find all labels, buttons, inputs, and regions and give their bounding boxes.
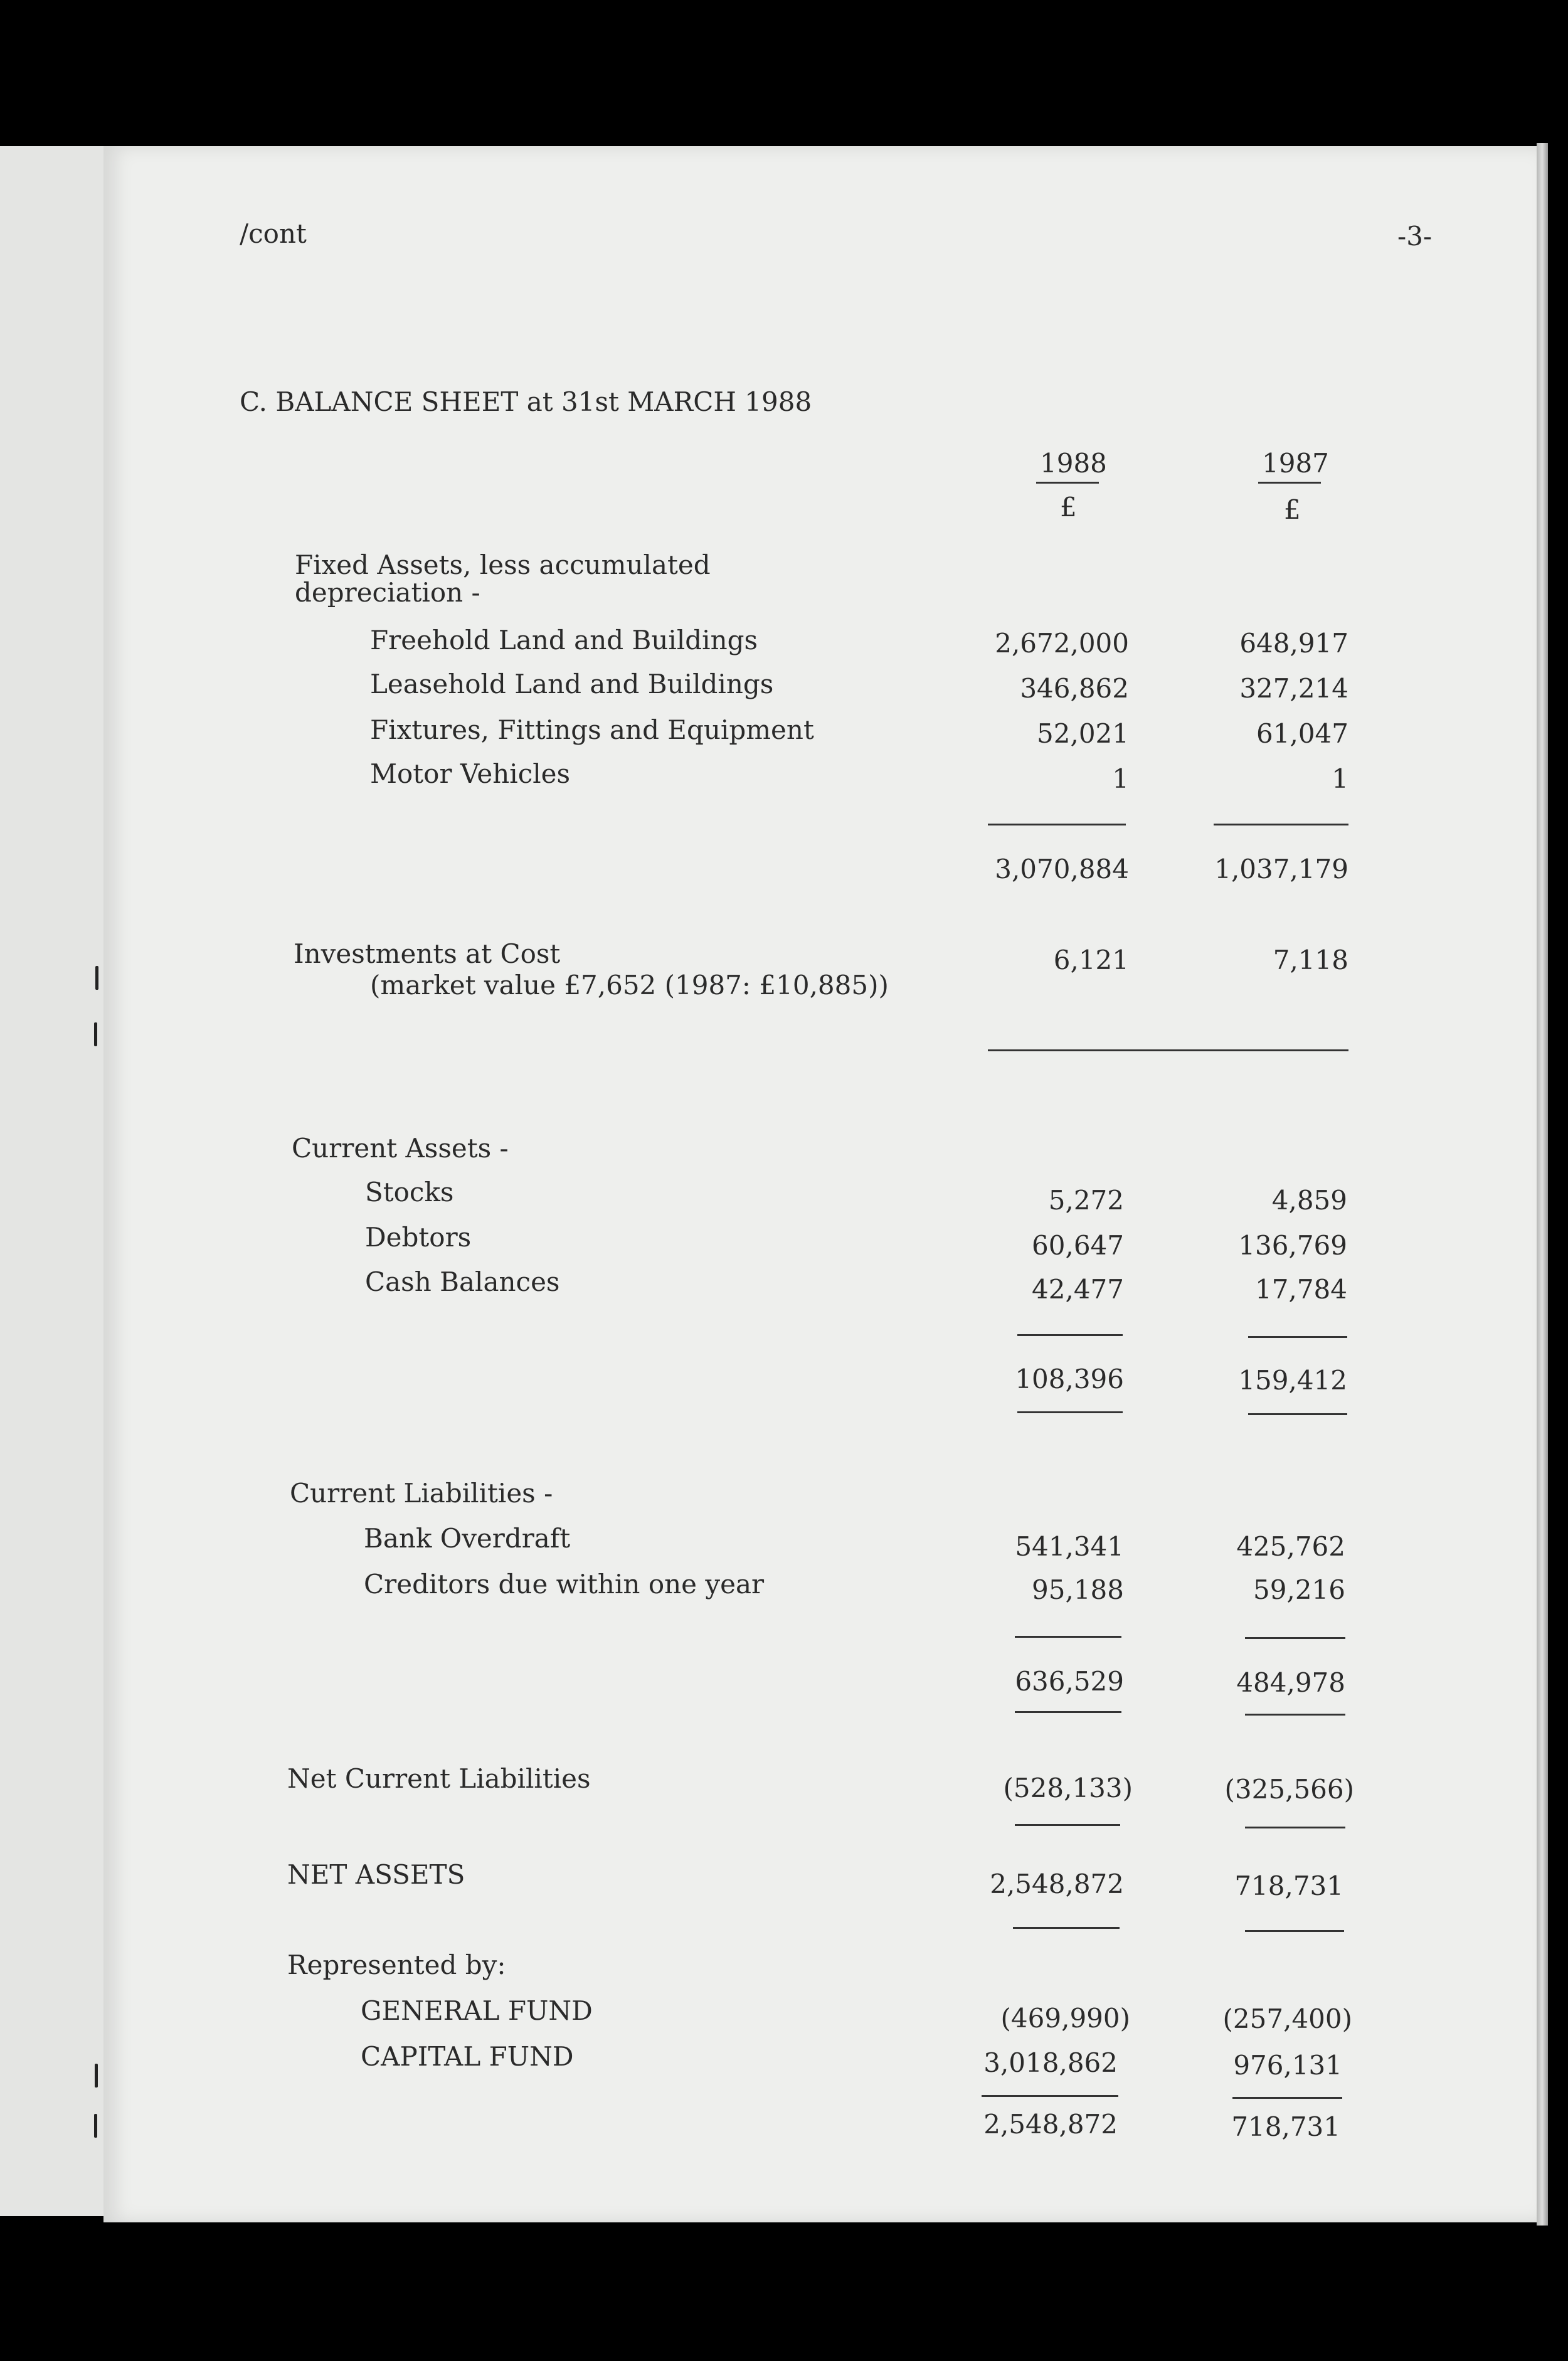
gutter-mark [94, 2114, 97, 2138]
investments-label: Investments at Cost [294, 938, 561, 969]
investments-1988: 6,121 [1053, 945, 1129, 975]
current-assets-total-1987: 159,412 [1238, 1365, 1347, 1396]
line-item-label: Motor Vehicles [370, 758, 571, 789]
net-assets-1988: 2,548,872 [990, 1869, 1124, 1899]
subtotal-rule [982, 2095, 1118, 2097]
column-year-1987: 1987 [1262, 448, 1329, 479]
value-1987: (257,400) [1222, 2003, 1352, 2034]
line-item-label: Stocks [365, 1177, 454, 1207]
value-1987: 17,784 [1255, 1274, 1347, 1305]
net-current-liabilities-1988: (528,133) [1003, 1773, 1133, 1803]
value-1987: 61,047 [1256, 718, 1348, 749]
value-1988: 5,272 [1048, 1185, 1124, 1216]
column-unit-1988: £ [1060, 492, 1077, 523]
page-number: -3- [1397, 221, 1433, 252]
column-year-1988: 1988 [1040, 448, 1107, 479]
line-item-label: Debtors [365, 1222, 472, 1253]
line-item-label: Fixtures, Fittings and Equipment [370, 714, 814, 745]
value-1988: 1 [1112, 763, 1129, 794]
facing-page [0, 146, 103, 2216]
subtotal-rule [1245, 1827, 1345, 1828]
subtotal-rule [1017, 1334, 1123, 1336]
net-current-liabilities-1987: (325,566) [1224, 1774, 1354, 1805]
page-edge [1537, 143, 1548, 2226]
value-1988: 346,862 [1020, 673, 1129, 704]
total-rule [1013, 1927, 1120, 1929]
gutter-mark [94, 1022, 97, 1046]
fixed-assets-heading: Fixed Assets, less accumulated [295, 549, 711, 580]
section-title: C. BALANCE SHEET at 31st MARCH 1988 [240, 386, 812, 417]
subtotal-rule [1245, 1637, 1345, 1639]
value-1988: 3,018,862 [983, 2047, 1118, 2078]
represented-by-heading: Represented by: [287, 1950, 506, 1980]
section-rule [988, 1049, 1348, 1051]
value-1987: 976,131 [1233, 2050, 1342, 2081]
value-1987: 1 [1332, 763, 1348, 794]
value-1988: 2,672,000 [995, 628, 1129, 659]
cont-label: /cont [240, 218, 307, 249]
line-item-label: Freehold Land and Buildings [370, 625, 758, 655]
subtotal-rule [1015, 1636, 1121, 1638]
net-assets-1987: 718,731 [1234, 1870, 1343, 1901]
fixed-assets-total-1987: 1,037,179 [1214, 854, 1348, 884]
subtotal-rule [1214, 824, 1348, 825]
net-assets-label: NET ASSETS [287, 1859, 465, 1890]
subtotal-rule [1248, 1336, 1347, 1338]
value-1988: 60,647 [1032, 1230, 1124, 1261]
represented-total-1988: 2,548,872 [983, 2109, 1118, 2140]
total-rule [1015, 1711, 1121, 1713]
line-item-label: Cash Balances [365, 1266, 560, 1297]
represented-total-1987: 718,731 [1231, 2111, 1340, 2142]
value-1988: 541,341 [1015, 1531, 1124, 1562]
current-assets-total-1988: 108,396 [1015, 1364, 1124, 1394]
total-rule [1245, 1930, 1344, 1932]
current-liabilities-total-1987: 484,978 [1236, 1667, 1345, 1698]
current-liabilities-heading: Current Liabilities - [290, 1478, 553, 1509]
column-unit-1987: £ [1284, 494, 1301, 525]
line-item-label: Bank Overdraft [364, 1523, 571, 1554]
line-item-label: Leasehold Land and Buildings [370, 669, 774, 699]
value-1987: 136,769 [1238, 1230, 1347, 1261]
current-assets-heading: Current Assets - [292, 1133, 509, 1164]
total-rule [1017, 1411, 1123, 1413]
net-current-liabilities-label: Net Current Liabilities [287, 1763, 591, 1794]
line-item-label: Creditors due within one year [364, 1569, 765, 1600]
gutter-mark [95, 2064, 98, 2088]
line-item-label: CAPITAL FUND [361, 2041, 574, 2072]
value-1987: 327,214 [1239, 673, 1348, 704]
subtotal-rule [988, 824, 1126, 825]
value-1987: 59,216 [1253, 1574, 1345, 1605]
column-header-rule [1036, 482, 1099, 484]
subtotal-rule [1232, 2097, 1342, 2099]
gutter-mark [95, 966, 98, 990]
value-1988: 95,188 [1032, 1574, 1124, 1605]
fixed-assets-heading-cont: depreciation - [295, 577, 480, 608]
value-1988: 52,021 [1037, 718, 1129, 749]
investments-1987: 7,118 [1273, 945, 1348, 975]
value-1987: 4,859 [1271, 1185, 1347, 1216]
value-1987: 425,762 [1236, 1531, 1345, 1562]
total-rule [1248, 1413, 1347, 1415]
subtotal-rule [1015, 1824, 1120, 1826]
value-1988: 42,477 [1032, 1274, 1124, 1305]
value-1988: (469,990) [1000, 2003, 1130, 2034]
investments-note: (market value £7,652 (1987: £10,885)) [370, 970, 889, 1000]
total-rule [1245, 1714, 1345, 1716]
fixed-assets-total-1988: 3,070,884 [995, 854, 1129, 884]
current-liabilities-total-1988: 636,529 [1015, 1666, 1124, 1697]
line-item-label: GENERAL FUND [361, 1995, 593, 2026]
column-header-rule [1258, 482, 1321, 484]
value-1987: 648,917 [1239, 628, 1348, 659]
